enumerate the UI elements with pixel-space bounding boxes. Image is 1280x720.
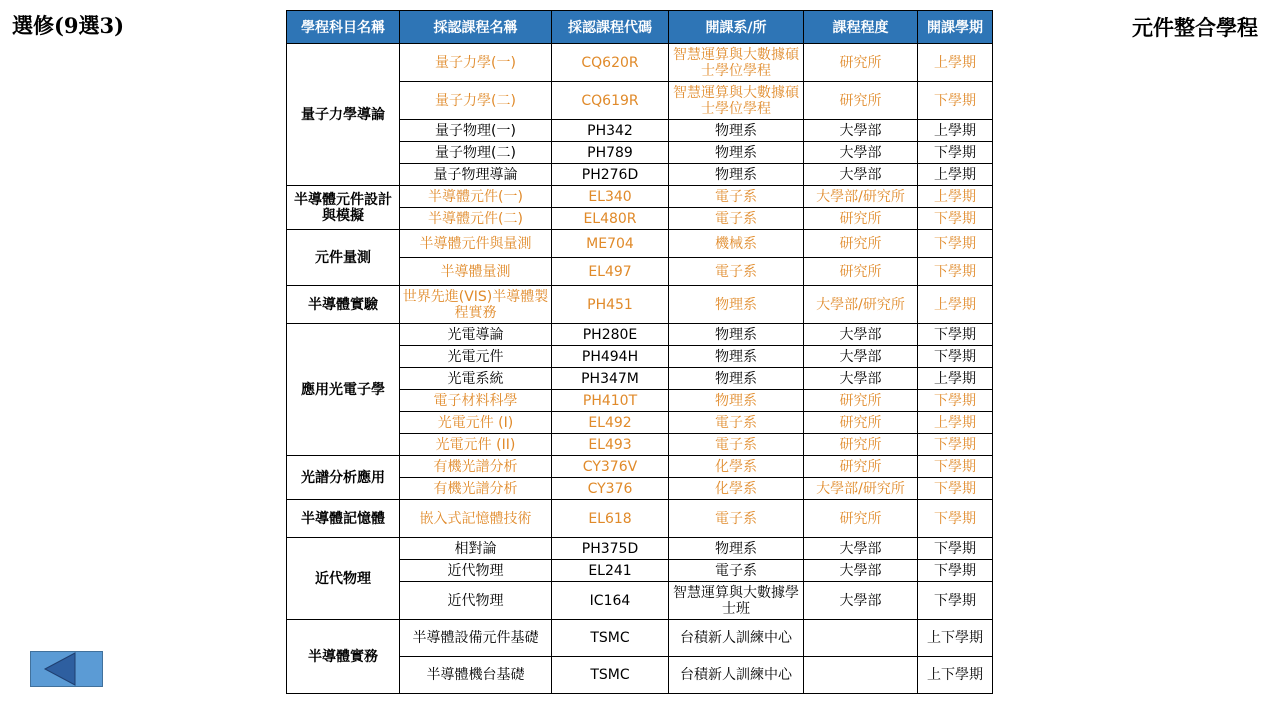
code-cell: PH410T [552,390,669,412]
term-cell: 下學期 [918,82,993,120]
level-cell [804,620,918,657]
header-term: 開課學期 [918,11,993,44]
table-row [287,324,993,346]
dept-cell: 電子系 [669,500,804,538]
code-cell: CQ620R [552,44,669,82]
level-cell: 研究所 [804,258,918,286]
subject-cell: 半導體記憶體 [287,500,400,538]
subject-cell: 應用光電子學 [287,324,400,456]
code-cell: EL480R [552,208,669,230]
code-cell: PH342 [552,120,669,142]
code-cell: PH789 [552,142,669,164]
dept-cell: 化學系 [669,456,804,478]
code-cell: PH375D [552,538,669,560]
code-cell: EL241 [552,560,669,582]
dept-cell: 物理系 [669,164,804,186]
table-body [287,44,993,694]
dept-cell: 物理系 [669,390,804,412]
term-cell: 下學期 [918,560,993,582]
course-cell: 半導體元件(二) [400,208,552,230]
level-cell: 大學部/研究所 [804,478,918,500]
level-cell: 大學部/研究所 [804,186,918,208]
term-cell: 上學期 [918,186,993,208]
course-cell: 光電導論 [400,324,552,346]
course-cell: 世界先進(VIS)半導體製程實務 [400,286,552,324]
level-cell: 大學部 [804,164,918,186]
dept-cell: 智慧運算與大數據碩士學位學程 [669,44,804,82]
course-cell: 光電元件 (II) [400,434,552,456]
course-cell: 光電系統 [400,368,552,390]
course-cell: 光電元件 (I) [400,412,552,434]
code-cell: TSMC [552,657,669,694]
header-level: 課程程度 [804,11,918,44]
level-cell [804,657,918,694]
dept-cell: 物理系 [669,142,804,164]
subject-cell: 光譜分析應用 [287,456,400,500]
level-cell: 研究所 [804,390,918,412]
term-cell: 下學期 [918,478,993,500]
code-cell: EL618 [552,500,669,538]
dept-cell: 物理系 [669,120,804,142]
term-cell: 下學期 [918,390,993,412]
code-cell: PH276D [552,164,669,186]
level-cell: 大學部 [804,324,918,346]
level-cell: 大學部 [804,368,918,390]
course-cell: 近代物理 [400,560,552,582]
course-cell: 半導體機台基礎 [400,657,552,694]
header-course: 採認課程名稱 [400,11,552,44]
subject-cell: 元件量測 [287,230,400,286]
code-cell: EL497 [552,258,669,286]
code-cell: TSMC [552,620,669,657]
level-cell: 大學部 [804,538,918,560]
dept-cell: 台積新人訓練中心 [669,620,804,657]
term-cell: 下學期 [918,582,993,620]
dept-cell: 化學系 [669,478,804,500]
level-cell: 研究所 [804,500,918,538]
table-row [287,44,993,82]
header-code: 採認課程代碼 [552,11,669,44]
dept-cell: 智慧運算與大數據碩士學位學程 [669,82,804,120]
level-cell: 研究所 [804,230,918,258]
level-cell: 大學部 [804,560,918,582]
course-cell: 光電元件 [400,346,552,368]
level-cell: 研究所 [804,208,918,230]
table-row [287,286,993,324]
level-cell: 大學部 [804,120,918,142]
term-cell: 下學期 [918,456,993,478]
subject-cell: 量子力學導論 [287,44,400,186]
dept-cell: 電子系 [669,258,804,286]
course-cell: 量子力學(二) [400,82,552,120]
table-row [287,500,993,538]
level-cell: 研究所 [804,82,918,120]
course-cell: 嵌入式記憶體技術 [400,500,552,538]
page-title-left: 選修(9選3) [12,13,125,38]
table-row [287,186,993,208]
table-row [287,230,993,258]
level-cell: 研究所 [804,434,918,456]
dept-cell: 台積新人訓練中心 [669,657,804,694]
course-cell: 量子物理(二) [400,142,552,164]
code-cell: PH347M [552,368,669,390]
dept-cell: 物理系 [669,346,804,368]
dept-cell: 電子系 [669,208,804,230]
code-cell: IC164 [552,582,669,620]
header-dept: 開課系/所 [669,11,804,44]
level-cell: 研究所 [804,44,918,82]
dept-cell: 電子系 [669,412,804,434]
level-cell: 研究所 [804,456,918,478]
dept-cell: 物理系 [669,538,804,560]
course-cell: 半導體量測 [400,258,552,286]
table-row [287,538,993,560]
level-cell: 研究所 [804,412,918,434]
code-cell: CQ619R [552,82,669,120]
course-cell: 有機光譜分析 [400,456,552,478]
code-cell: CY376V [552,456,669,478]
dept-cell: 電子系 [669,186,804,208]
course-cell: 半導體元件(一) [400,186,552,208]
term-cell: 下學期 [918,142,993,164]
term-cell: 上學期 [918,120,993,142]
term-cell: 下學期 [918,346,993,368]
term-cell: 上學期 [918,286,993,324]
dept-cell: 電子系 [669,434,804,456]
dept-cell: 電子系 [669,560,804,582]
term-cell: 下學期 [918,538,993,560]
code-cell: EL492 [552,412,669,434]
dept-cell: 智慧運算與大數據學士班 [669,582,804,620]
level-cell: 大學部 [804,142,918,164]
term-cell: 上學期 [918,412,993,434]
term-cell: 下學期 [918,434,993,456]
level-cell: 大學部 [804,582,918,620]
dept-cell: 物理系 [669,286,804,324]
course-cell: 相對論 [400,538,552,560]
code-cell: EL493 [552,434,669,456]
subject-cell: 半導體實驗 [287,286,400,324]
term-cell: 下學期 [918,230,993,258]
subject-cell: 半導體元件設計與模擬 [287,186,400,230]
code-cell: PH280E [552,324,669,346]
term-cell: 上學期 [918,368,993,390]
course-cell: 量子物理導論 [400,164,552,186]
term-cell: 上下學期 [918,620,993,657]
course-cell: 電子材料科學 [400,390,552,412]
code-cell: CY376 [552,478,669,500]
table-row [287,456,993,478]
dept-cell: 物理系 [669,368,804,390]
subject-cell: 近代物理 [287,538,400,620]
table-row [287,620,993,657]
course-cell: 量子力學(一) [400,44,552,82]
term-cell: 下學期 [918,208,993,230]
back-button[interactable] [30,651,103,687]
level-cell: 大學部 [804,346,918,368]
term-cell: 上下學期 [918,657,993,694]
code-cell: EL340 [552,186,669,208]
dept-cell: 機械系 [669,230,804,258]
dept-cell: 物理系 [669,324,804,346]
level-cell: 大學部/研究所 [804,286,918,324]
course-cell: 半導體元件與量測 [400,230,552,258]
course-cell: 近代物理 [400,582,552,620]
subject-cell: 半導體實務 [287,620,400,694]
code-cell: ME704 [552,230,669,258]
course-table [286,10,993,694]
term-cell: 下學期 [918,500,993,538]
course-cell: 半導體設備元件基礎 [400,620,552,657]
course-cell: 有機光譜分析 [400,478,552,500]
header-subject: 學程科目名稱 [287,11,400,44]
term-cell: 下學期 [918,258,993,286]
term-cell: 上學期 [918,44,993,82]
code-cell: PH494H [552,346,669,368]
left-arrow-icon [31,652,102,686]
table-header-row [287,11,993,44]
term-cell: 下學期 [918,324,993,346]
term-cell: 上學期 [918,164,993,186]
code-cell: PH451 [552,286,669,324]
page-title-right: 元件整合學程 [1132,15,1258,40]
course-cell: 量子物理(一) [400,120,552,142]
